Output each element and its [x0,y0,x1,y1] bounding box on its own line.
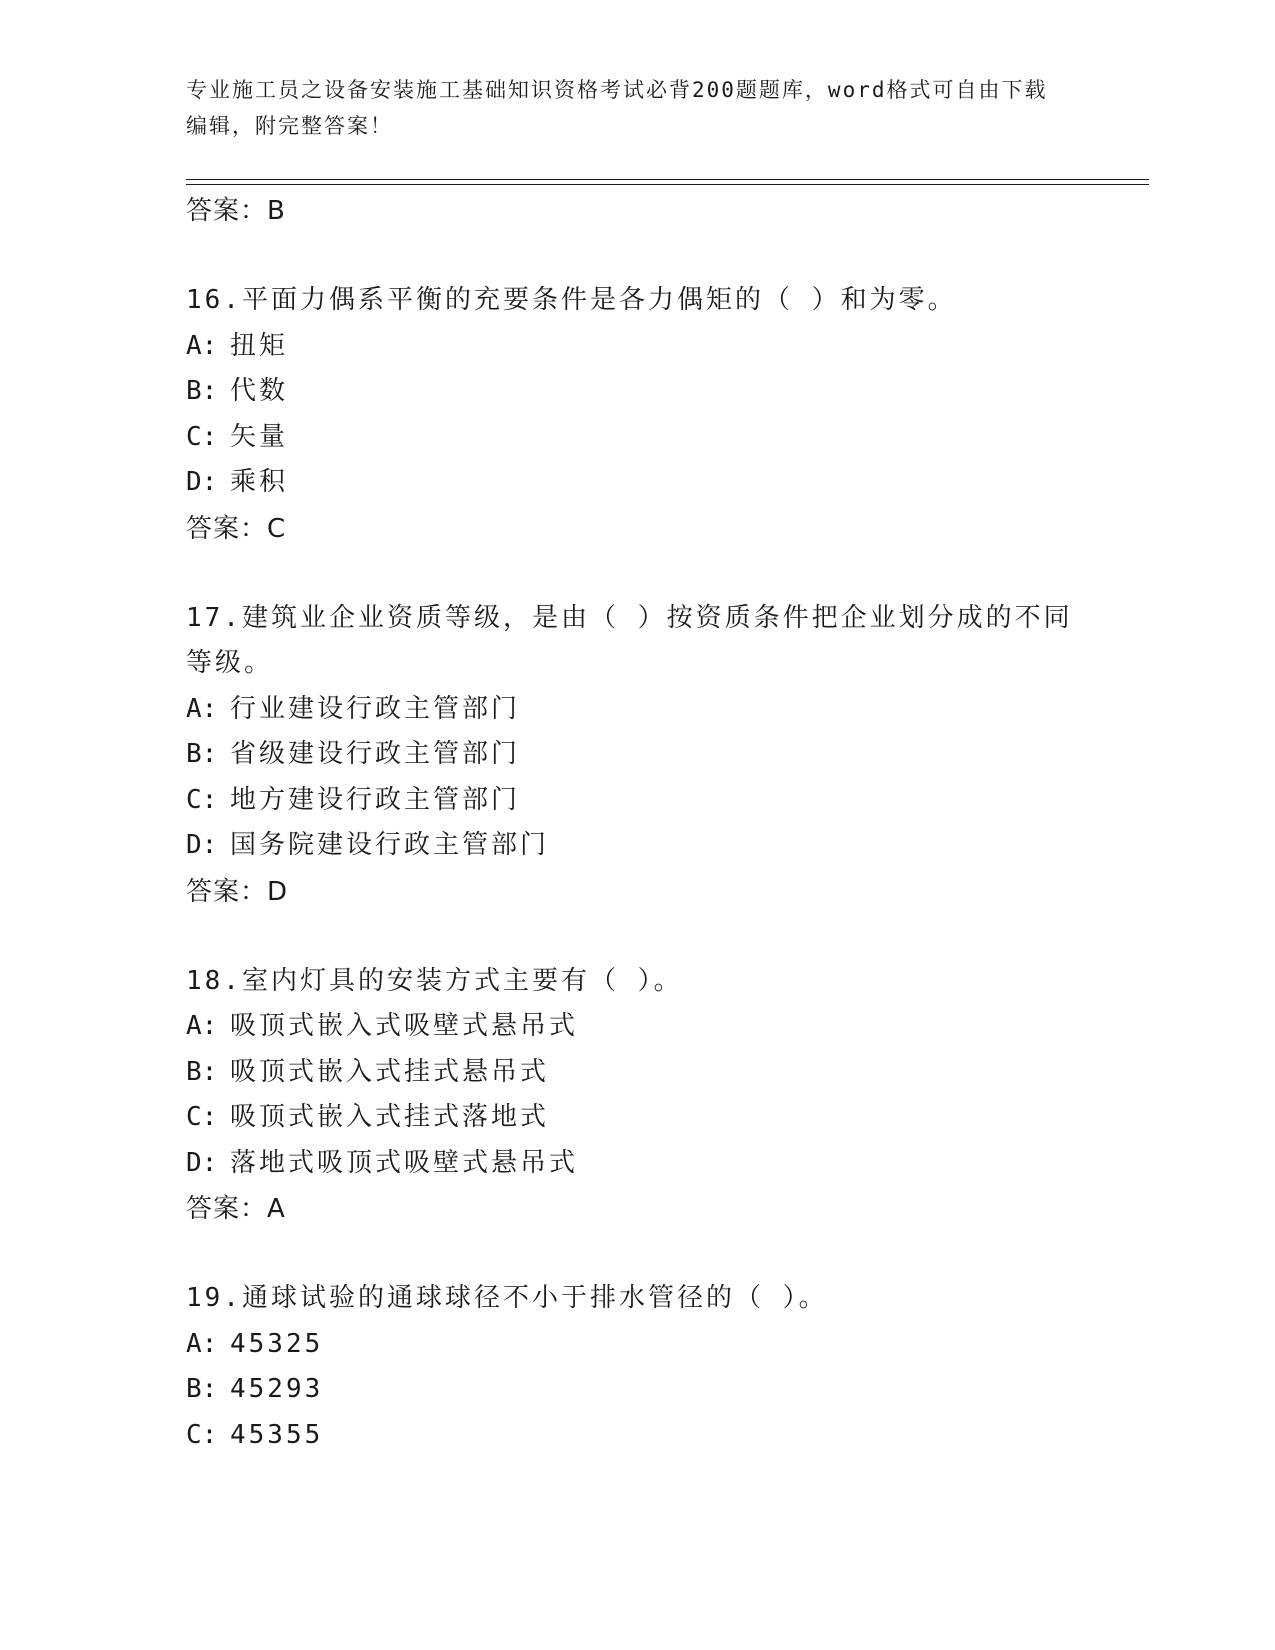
option-text: 代数 [230,376,289,406]
option-key: C: [186,421,218,452]
option-text: 吸顶式嵌入式挂式落地式 [230,1102,550,1132]
option-c [186,1095,1086,1141]
question-text: 18.室内灯具的安装方式主要有（ ）。 [186,965,683,996]
option-a [186,687,1086,733]
question-block [186,1276,1086,1458]
answer-line: 答案：D [186,876,289,907]
option-b [186,1050,1086,1096]
option-text: 行业建设行政主管部门 [230,693,521,724]
header-divider [186,179,1149,180]
option-key: C: [186,1419,218,1450]
option-text: 45293 [230,1374,324,1404]
option-a [186,1322,1086,1368]
option-text: 地方建设行政主管部门 [230,784,521,815]
option-key: D: [186,467,218,497]
option-key: A: [186,1011,218,1041]
header-divider-second [186,184,1149,185]
option-text: 扭矩 [230,330,289,361]
option-a [186,1004,1086,1050]
document-header: 专业施工员之设备安装施工基础知识资格考试必背200题题库，word格式可自由下载编辑，附完整答案！ [186,78,1048,138]
option-d [186,1141,1086,1187]
option-d [186,823,1086,869]
option-key: C: [186,784,218,815]
option-b [186,732,1086,778]
option-d [186,460,1086,506]
option-key: D: [186,1147,218,1178]
answer-line: 答案：A [186,1194,286,1224]
option-key: A: [186,1328,218,1359]
option-key: B: [186,376,218,406]
option-text: 矢量 [230,421,289,452]
option-text: 落地式吸顶式吸壁式悬吊式 [230,1147,579,1178]
option-text: 乘积 [230,467,289,497]
option-b [186,1367,1086,1413]
question-block [186,959,1086,1233]
option-text: 国务院建设行政主管部门 [230,830,550,860]
option-key: B: [186,739,218,769]
option-a [186,324,1086,370]
question-text: 17.建筑业企业资质等级，是由（ ）按资质条件把企业划分成的不同等级。 [186,602,1073,678]
option-c [186,415,1086,461]
option-text: 吸顶式嵌入式挂式悬吊式 [230,1056,550,1087]
option-c [186,778,1086,824]
option-b [186,369,1086,415]
question-block [186,596,1086,915]
option-key: A: [186,330,218,361]
answer-line: 答案：C [186,513,287,544]
question-block [186,278,1086,552]
option-key: A: [186,693,218,724]
question-text: 16.平面力偶系平衡的充要条件是各力偶矩的（ ）和为零。 [186,285,957,315]
option-text: 省级建设行政主管部门 [230,739,521,769]
question-list [186,188,1086,1458]
answer-line: 答案：B [186,196,286,226]
question-text: 19.通球试验的通球球径不小于排水管径的（ ）。 [186,1283,828,1313]
option-key: B: [186,1374,218,1404]
option-text: 45325 [230,1328,324,1359]
option-text: 45355 [230,1419,324,1450]
option-key: B: [186,1056,218,1087]
option-key: C: [186,1102,218,1132]
option-key: D: [186,830,218,860]
option-c [186,1413,1086,1459]
option-text: 吸顶式嵌入式吸壁式悬吊式 [230,1011,579,1041]
